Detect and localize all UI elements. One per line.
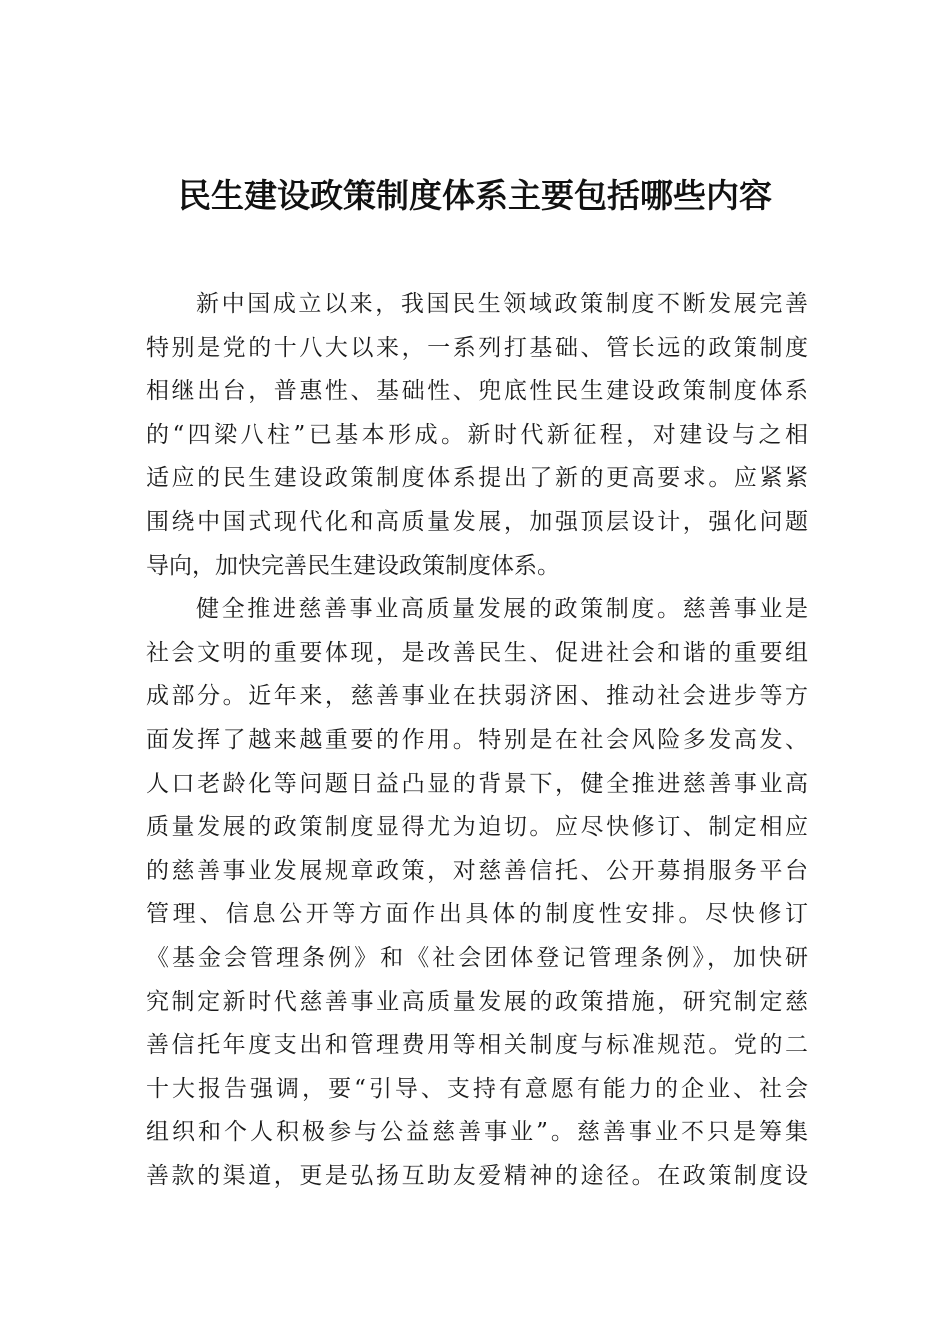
paragraph-line: 十大报告强调，要“引导、支持有意愿有能力的企业、社会: [146, 1075, 808, 1102]
paragraph-line: 《基金会管理条例》和《社会团体登记管理条例》，加快研: [146, 944, 808, 971]
paragraph-line: 社会文明的重要体现，是改善民生、促进社会和谐的重要组: [146, 639, 808, 666]
paragraph-line: 面发挥了越来越重要的作用。特别是在社会风险多发高发、: [146, 726, 808, 753]
paragraph-line: 新中国成立以来，我国民生领域政策制度不断发展完善: [196, 291, 808, 317]
document-title: 民生建设政策制度体系主要包括哪些内容: [178, 176, 772, 215]
paragraph-line: 的“四梁八柱”已基本形成。新时代新征程，对建设与之相: [146, 421, 808, 448]
paragraph-line: 善款的渠道，更是弘扬互助友爱精神的途径。在政策制度设: [146, 1162, 808, 1189]
paragraph-line: 特别是党的十八大以来，一系列打基础、管长远的政策制度: [146, 334, 808, 361]
paragraph-line: 组织和个人积极参与公益慈善事业”。慈善事业不只是筹集: [146, 1119, 808, 1146]
paragraph-line: 人口老龄化等问题日益凸显的背景下，健全推进慈善事业高: [146, 770, 808, 797]
paragraph-line: 管理、信息公开等方面作出具体的制度性安排。尽快修订: [146, 901, 808, 928]
paragraph-line: 导向，加快完善民生建设政策制度体系。: [146, 552, 560, 579]
paragraph-line: 围绕中国式现代化和高质量发展，加强顶层设计，强化问题: [146, 508, 808, 535]
paragraph-line: 究制定新时代慈善事业高质量发展的政策措施，研究制定慈: [146, 988, 808, 1015]
document-body: [146, 283, 808, 1198]
paragraph-line: 成部分。近年来，慈善事业在扶弱济困、推动社会进步等方: [146, 683, 808, 710]
paragraph-line: 的慈善事业发展规章政策，对慈善信托、公开募捐服务平台: [146, 857, 808, 884]
paragraph-line: 相继出台，普惠性、基础性、兜底性民生建设政策制度体系: [146, 378, 808, 405]
paragraph-line: 质量发展的政策制度显得尤为迫切。应尽快修订、制定相应: [146, 814, 808, 841]
paragraph-line: 适应的民生建设政策制度体系提出了新的更高要求。应紧紧: [146, 465, 808, 492]
paragraph-line: 健全推进慈善事业高质量发展的政策制度。慈善事业是: [196, 596, 808, 623]
paragraph-line: 善信托年度支出和管理费用等相关制度与标准规范。党的二: [146, 1032, 808, 1059]
